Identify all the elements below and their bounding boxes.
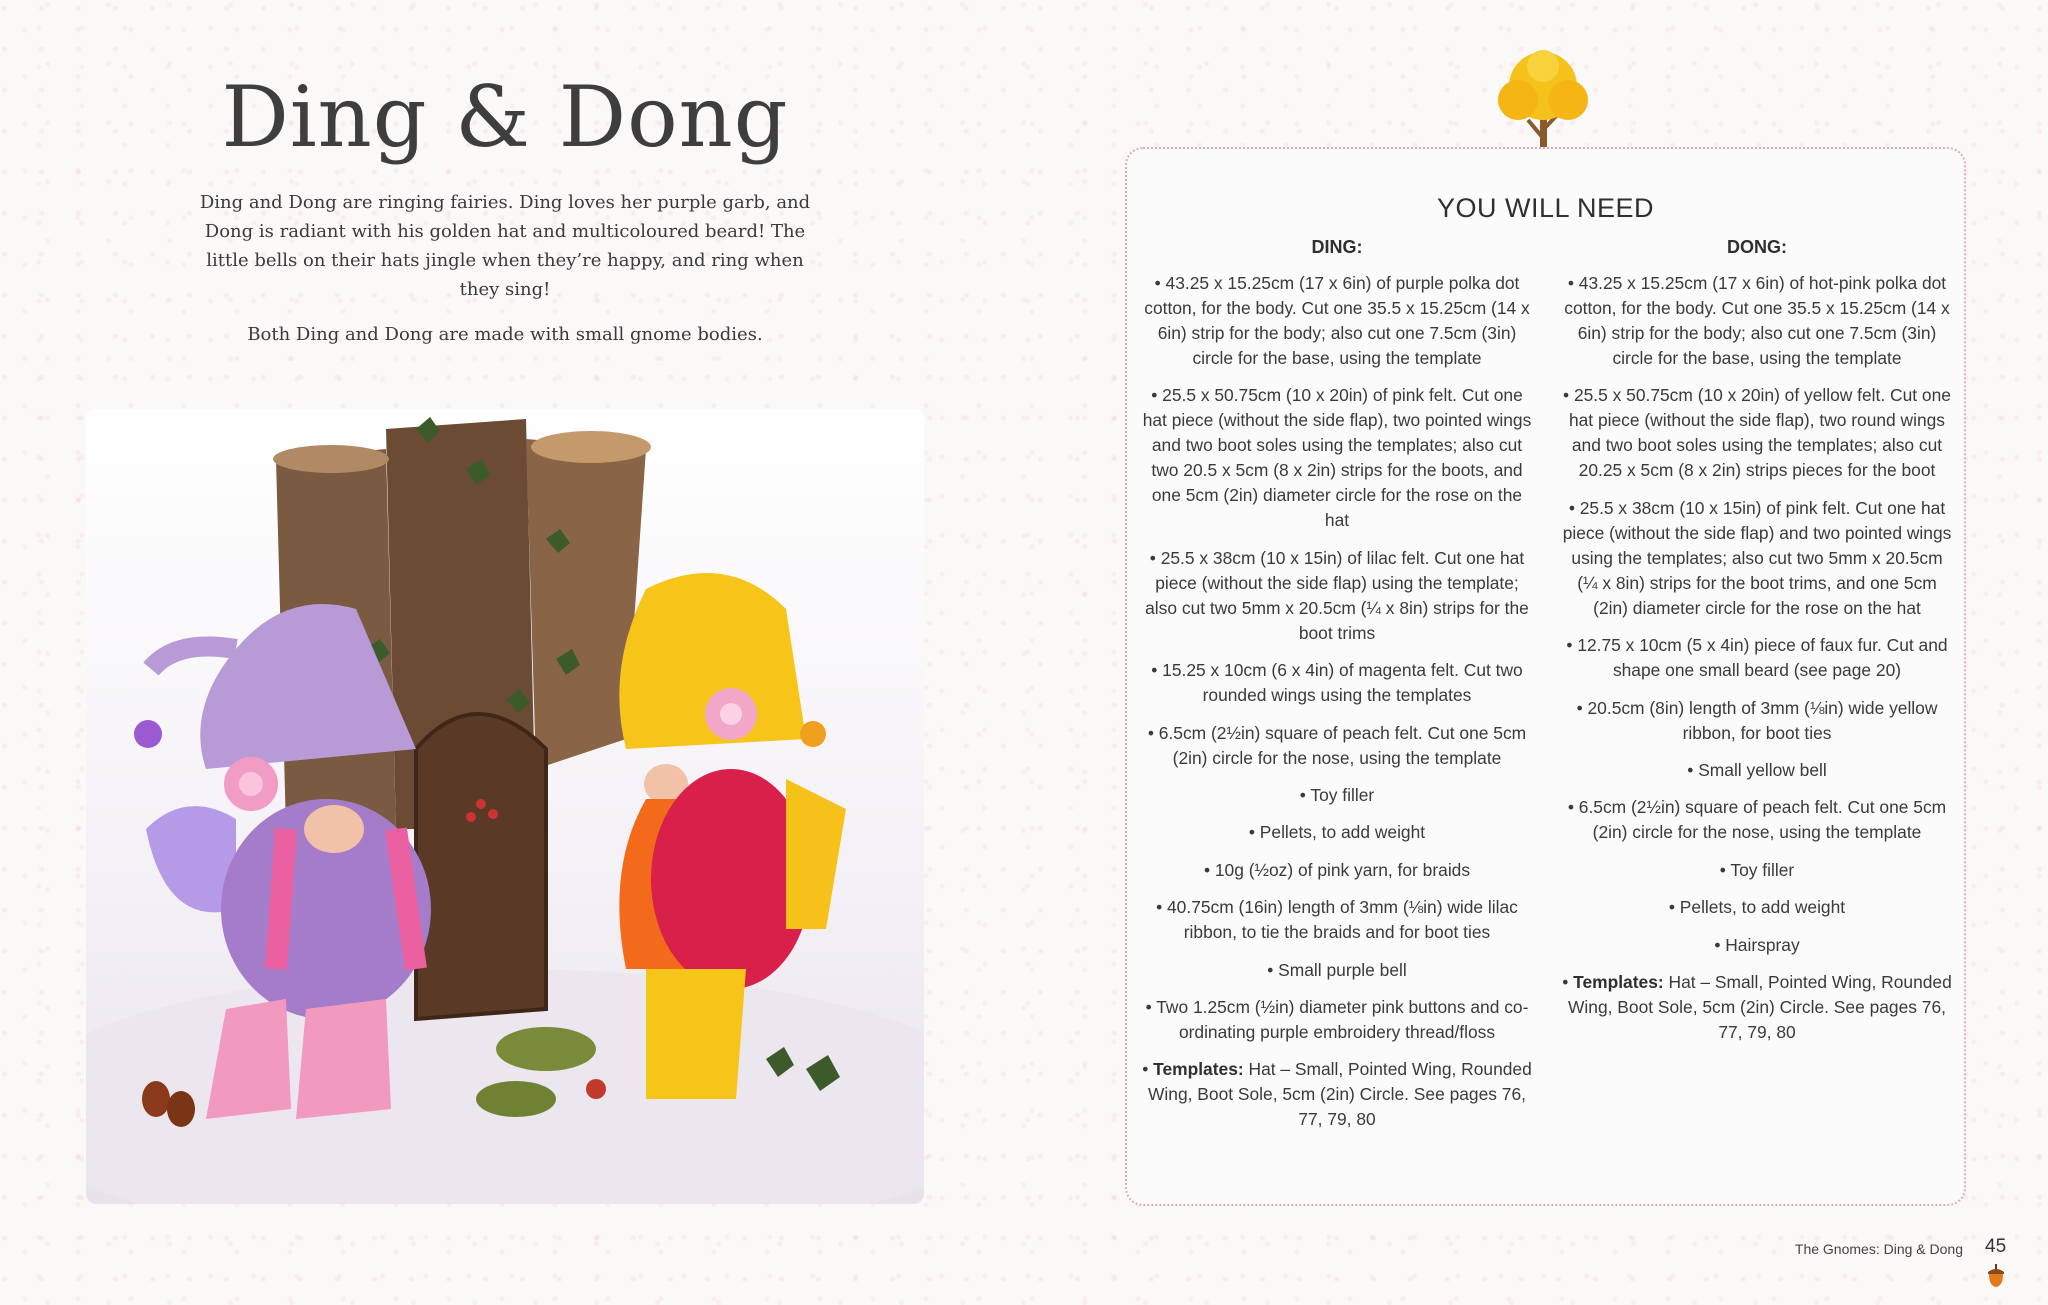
list-item: • Small yellow bell xyxy=(1687,759,1827,780)
list-item: • Hairspray xyxy=(1714,934,1800,955)
list-item: • Two 1.25cm (½in) diameter pink buttons and co-ordinating purple embroidery thread/floss xyxy=(1145,996,1529,1042)
list-item: • 43.25 x 15.25cm (17 x 6in) of purple polka dot cotton, for the body. Cut one 35.5 x 15.25cm (14 x 6in) strip for the body; also cut one 7.5cm (3in) circle for the base, using the template xyxy=(1144,273,1530,368)
intro-paragraph: Both Ding and Dong are made with small gnome bodies. xyxy=(247,324,763,345)
list-item: • 40.75cm (16in) length of 3mm (⅛in) wide lilac ribbon, to tie the braids and for boot ties xyxy=(1156,897,1518,943)
list-item: • 25.5 x 38cm (10 x 15in) of pink felt. Cut one hat piece (without the side flap) and two pointed wings using the templates; also cut two 5mm x 20.5cm (¼ x 8in) strips for the boot trims, and one 5cm (2in) diameter circle for the rose on the hat xyxy=(1562,497,1952,618)
you-will-need-box xyxy=(1125,147,1966,1206)
list-item: • 6.5cm (2½in) square of peach felt. Cut one 5cm (2in) circle for the nose, using the template xyxy=(1567,797,1947,843)
dong-materials-column xyxy=(1561,237,1953,1057)
list-item: • Toy filler xyxy=(1719,859,1795,880)
list-item: • 25.5 x 50.75cm (10 x 20in) of pink felt. Cut one hat piece (without the side flap), two pointed wings and two boot soles using the templates; also cut two 20.5 x 5cm (8 x 2in) strips for the boots, and one 5cm (2in) diameter circle for the rose on the hat xyxy=(1142,385,1532,531)
list-item: • Small purple bell xyxy=(1267,959,1407,980)
list-item: • 20.5cm (8in) length of 3mm (⅛in) wide yellow ribbon, for boot ties xyxy=(1576,697,1938,743)
gnome-photo xyxy=(86,409,924,1204)
acorn-icon xyxy=(1987,1264,2005,1288)
list-item: • Toy filler xyxy=(1299,784,1375,805)
intro-paragraph: Ding and Dong are ringing fairies. Ding loves her purple garb, and Dong is radiant with his golden hat and multicoloured beard! The little bells on their hats jingle when they’re happy, and ring when they sing! xyxy=(199,192,811,300)
list-item: • 10g (½oz) of pink yarn, for braids xyxy=(1203,859,1471,880)
ding-materials-column xyxy=(1141,237,1533,1145)
list-item: • 25.5 x 50.75cm (10 x 20in) of yellow felt. Cut one hat piece (without the side flap), two round wings and two boot soles using the templates; also cut 20.25 x 5cm (8 x 2in) strips pieces for the boot xyxy=(1563,385,1951,481)
intro-text xyxy=(190,188,820,365)
templates-item: • Templates: Hat – Small, Pointed Wing, Rounded Wing, Boot Sole, 5cm (2in) Circle. See pages 76, 77, 79, 80 xyxy=(1142,1059,1532,1130)
page-number: 45 xyxy=(1985,1236,2007,1257)
templates-item: • Templates: Hat – Small, Pointed Wing, Rounded Wing, Boot Sole, 5cm (2in) Circle. See pages 76, 77, 79, 80 xyxy=(1562,971,1952,1042)
page-title: Ding & Dong xyxy=(221,68,789,166)
you-will-need-heading: YOU WILL NEED xyxy=(1436,193,1655,223)
list-item: • 12.75 x 10cm (5 x 4in) piece of faux fur. Cut and shape one small beard (see page 20) xyxy=(1566,635,1948,681)
list-item: • 25.5 x 38cm (10 x 15in) of lilac felt. Cut one hat piece (without the side flap) using the template; also cut two 5mm x 20.5cm (¼ x 8in) strips for the boot trims xyxy=(1145,547,1529,643)
list-item: • 43.25 x 15.25cm (17 x 6in) of hot-pink polka dot cotton, for the body. Cut one 35.5 x 15.25cm (14 x 6in) strip for the body; also cut one 7.5cm (3in) circle for the base, using the template xyxy=(1564,273,1950,368)
list-item: • Pellets, to add weight xyxy=(1668,897,1846,918)
ding-heading: DING: xyxy=(1311,237,1363,257)
list-item: • 15.25 x 10cm (6 x 4in) of magenta felt. Cut two rounded wings using the templates xyxy=(1151,660,1523,706)
list-item: • Pellets, to add weight xyxy=(1248,822,1426,843)
dong-heading: DONG: xyxy=(1727,237,1787,257)
list-item: • 6.5cm (2½in) square of peach felt. Cut one 5cm (2in) circle for the nose, using the template xyxy=(1147,722,1527,768)
running-footer: The Gnomes: Ding & Dong xyxy=(1794,1241,1963,1257)
